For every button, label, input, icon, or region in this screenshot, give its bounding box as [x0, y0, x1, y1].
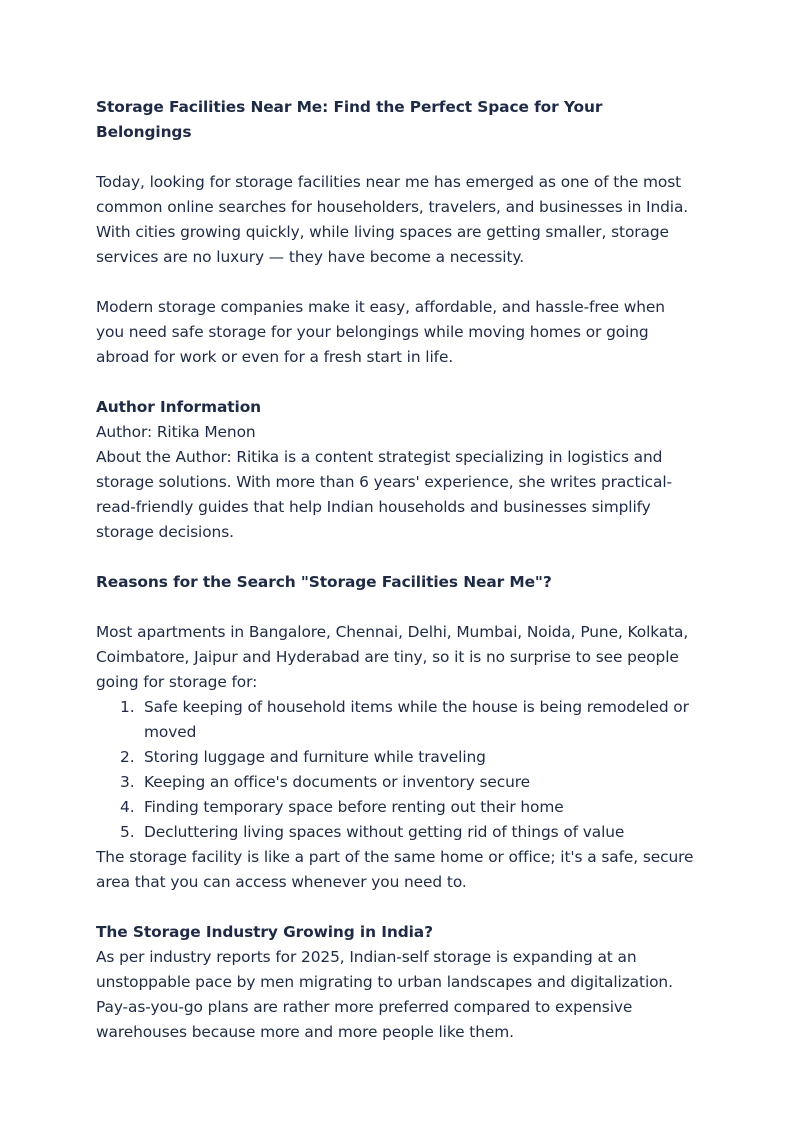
- author-about: About the Author: Ritika is a content strategist specializing in logistics and storage solutions. With more than 6 years' experience, she writes practical-read-friendly guides that help Indian households and businesses simplify storage decisions.: [96, 448, 672, 541]
- list-item-number: 4.: [120, 798, 135, 816]
- list-item: [96, 795, 696, 820]
- reasons-list: [96, 695, 696, 845]
- author-heading: Author Information: [96, 398, 262, 416]
- spacer: [96, 595, 696, 620]
- list-item-number: 5.: [120, 823, 135, 841]
- industry-body: As per industry reports for 2025, Indian-self storage is expanding at an unstoppable pace by men migrating to urban landscapes and digitalization. Pay-as-you-go plans are rather more preferred compared to expensive warehouses because more and more people like them.: [96, 948, 673, 1041]
- spacer: [96, 895, 696, 920]
- spacer: [96, 145, 696, 170]
- list-item-number: 3.: [120, 773, 135, 791]
- reasons-heading: Reasons for the Search "Storage Facilities Near Me"?: [96, 573, 552, 591]
- list-item-number: 1.: [120, 698, 135, 716]
- author-name: Author: Ritika Menon: [96, 423, 256, 441]
- reasons-lead: Most apartments in Bangalore, Chennai, Delhi, Mumbai, Noida, Pune, Kolkata, Coimbatore, Jaipur and Hyderabad are tiny, so it is no surprise to see people going for storage for:: [96, 623, 689, 691]
- industry-heading: The Storage Industry Growing in India?: [96, 923, 433, 941]
- list-item-text: Finding temporary space before renting out their home: [144, 798, 564, 816]
- spacer: [96, 270, 696, 295]
- list-item-text: Safe keeping of household items while the house is being remodeled or moved: [144, 698, 689, 741]
- spacer: [96, 370, 696, 395]
- list-item-number: 2.: [120, 748, 135, 766]
- list-item: [96, 745, 696, 770]
- list-item-text: Storing luggage and furniture while traveling: [144, 748, 486, 766]
- document-title: Storage Facilities Near Me: Find the Perfect Space for Your Belongings: [96, 98, 603, 141]
- intro-paragraph-2: Modern storage companies make it easy, affordable, and hassle-free when you need safe storage for your belongings while moving homes or going abroad for work or even for a fresh start in life.: [96, 298, 665, 366]
- intro-paragraph-1: Today, looking for storage facilities near me has emerged as one of the most common online searches for householders, travelers, and businesses in India. With cities growing quickly, while living spaces are getting smaller, storage services are no luxury — they have become a necessity.: [96, 173, 689, 266]
- list-item-text: Keeping an office's documents or inventory secure: [144, 773, 531, 791]
- reasons-closing: The storage facility is like a part of the same home or office; it's a safe, secure area that you can access whenever you need to.: [96, 848, 694, 891]
- document-page: [96, 95, 696, 1045]
- list-item: [96, 770, 696, 795]
- spacer: [96, 545, 696, 570]
- list-item: [96, 820, 696, 845]
- list-item-text: Decluttering living spaces without getting rid of things of value: [144, 823, 625, 841]
- list-item: [96, 695, 696, 745]
